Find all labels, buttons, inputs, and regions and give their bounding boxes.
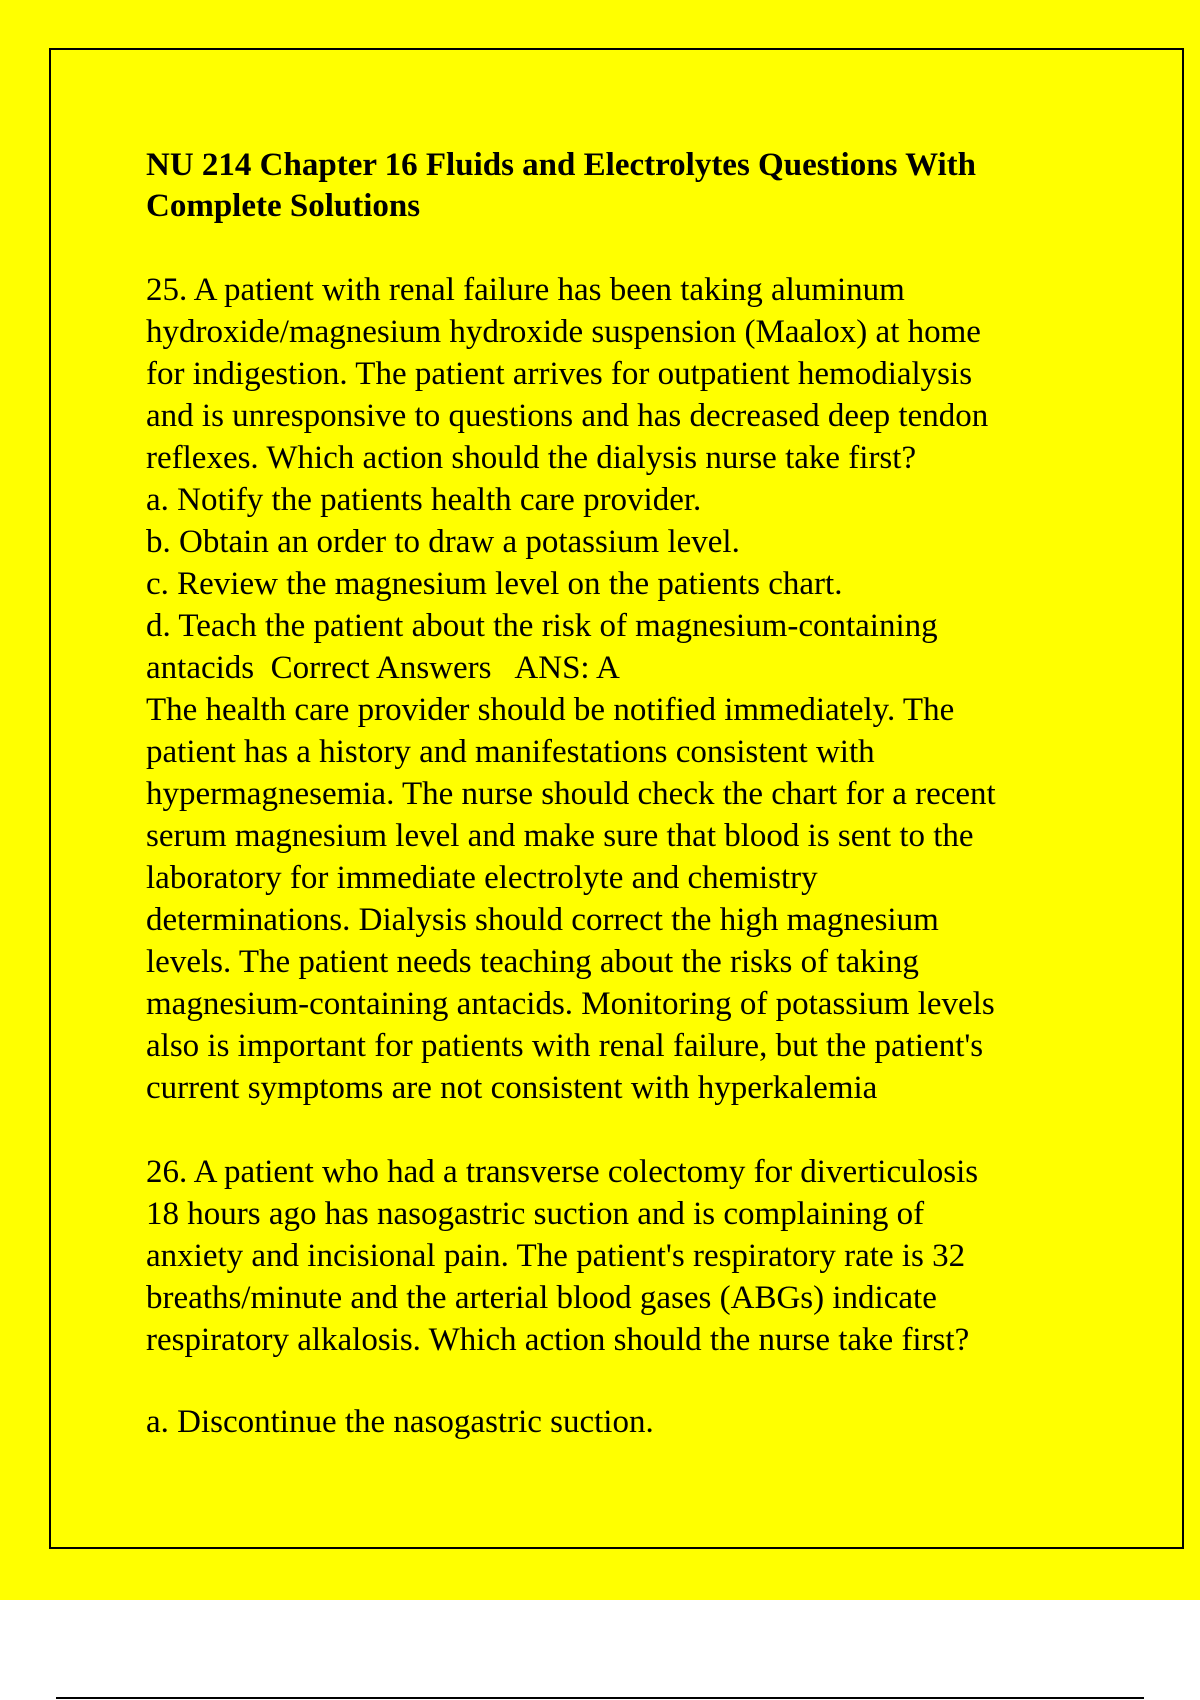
question-26-stem-line: 18 hours ago has nasogastric suction and is complaining of [146,1196,925,1232]
question-25-rationale-line: determinations. Dialysis should correct the high magnesium [146,902,939,938]
question-25-rationale-line: levels. The patient needs teaching about the risks of taking [146,944,919,980]
question-25-rationale-line: magnesium-containing antacids. Monitoring of potassium levels [146,986,995,1022]
question-26-stem-line: respiratory alkalosis. Which action should the nurse take first? [146,1322,970,1358]
question-25-stem-line: reflexes. Which action should the dialysis nurse take first? [146,440,917,476]
question-25-answer: antacids Correct Answers ANS: A [146,650,620,686]
question-25-stem-line: and is unresponsive to questions and has decreased deep tendon [146,398,989,434]
question-25-option-a: a. Notify the patients health care provider. [146,482,702,518]
document-title [146,145,1096,227]
title-line-2: Complete Solutions [146,188,421,224]
question-25-option-b: b. Obtain an order to draw a potassium level. [146,524,740,560]
title-line-1: NU 214 Chapter 16 Fluids and Electrolytes Questions With [146,147,976,183]
question-26-option-a: a. Discontinue the nasogastric suction. [146,1404,654,1440]
question-26-stem-line: breaths/minute and the arterial blood gases (ABGs) indicate [146,1280,937,1316]
question-25-option-c: c. Review the magnesium level on the patients chart. [146,566,843,602]
question-25-rationale-line: serum magnesium level and make sure that blood is sent to the [146,818,974,854]
question-25-rationale-line: laboratory for immediate electrolyte and chemistry [146,860,818,896]
question-26 [146,1151,1096,1443]
question-26-stem-line: 26. A patient who had a transverse colectomy for diverticulosis [146,1154,979,1190]
document-content [146,145,1096,1443]
question-25-stem-line: hydroxide/magnesium hydroxide suspension (Maalox) at home [146,314,981,350]
question-25-stem-line: 25. A patient with renal failure has been taking aluminum [146,272,905,308]
footer-divider [56,1697,1144,1699]
spacer [146,1361,1096,1401]
question-25-rationale-line: also is important for patients with renal failure, but the patient's [146,1028,984,1064]
question-26-stem-line: anxiety and incisional pain. The patient's respiratory rate is 32 [146,1238,966,1274]
question-25-rationale-line: current symptoms are not consistent with hyperkalemia [146,1070,878,1106]
question-25-option-d: d. Teach the patient about the risk of magnesium-containing [146,608,938,644]
question-25 [146,269,1096,1109]
question-25-rationale-line: patient has a history and manifestations consistent with [146,734,875,770]
question-25-rationale-line: hypermagnesemia. The nurse should check the chart for a recent [146,776,996,812]
question-25-stem-line: for indigestion. The patient arrives for outpatient hemodialysis [146,356,973,392]
question-25-rationale-line: The health care provider should be notified immediately. The [146,692,955,728]
